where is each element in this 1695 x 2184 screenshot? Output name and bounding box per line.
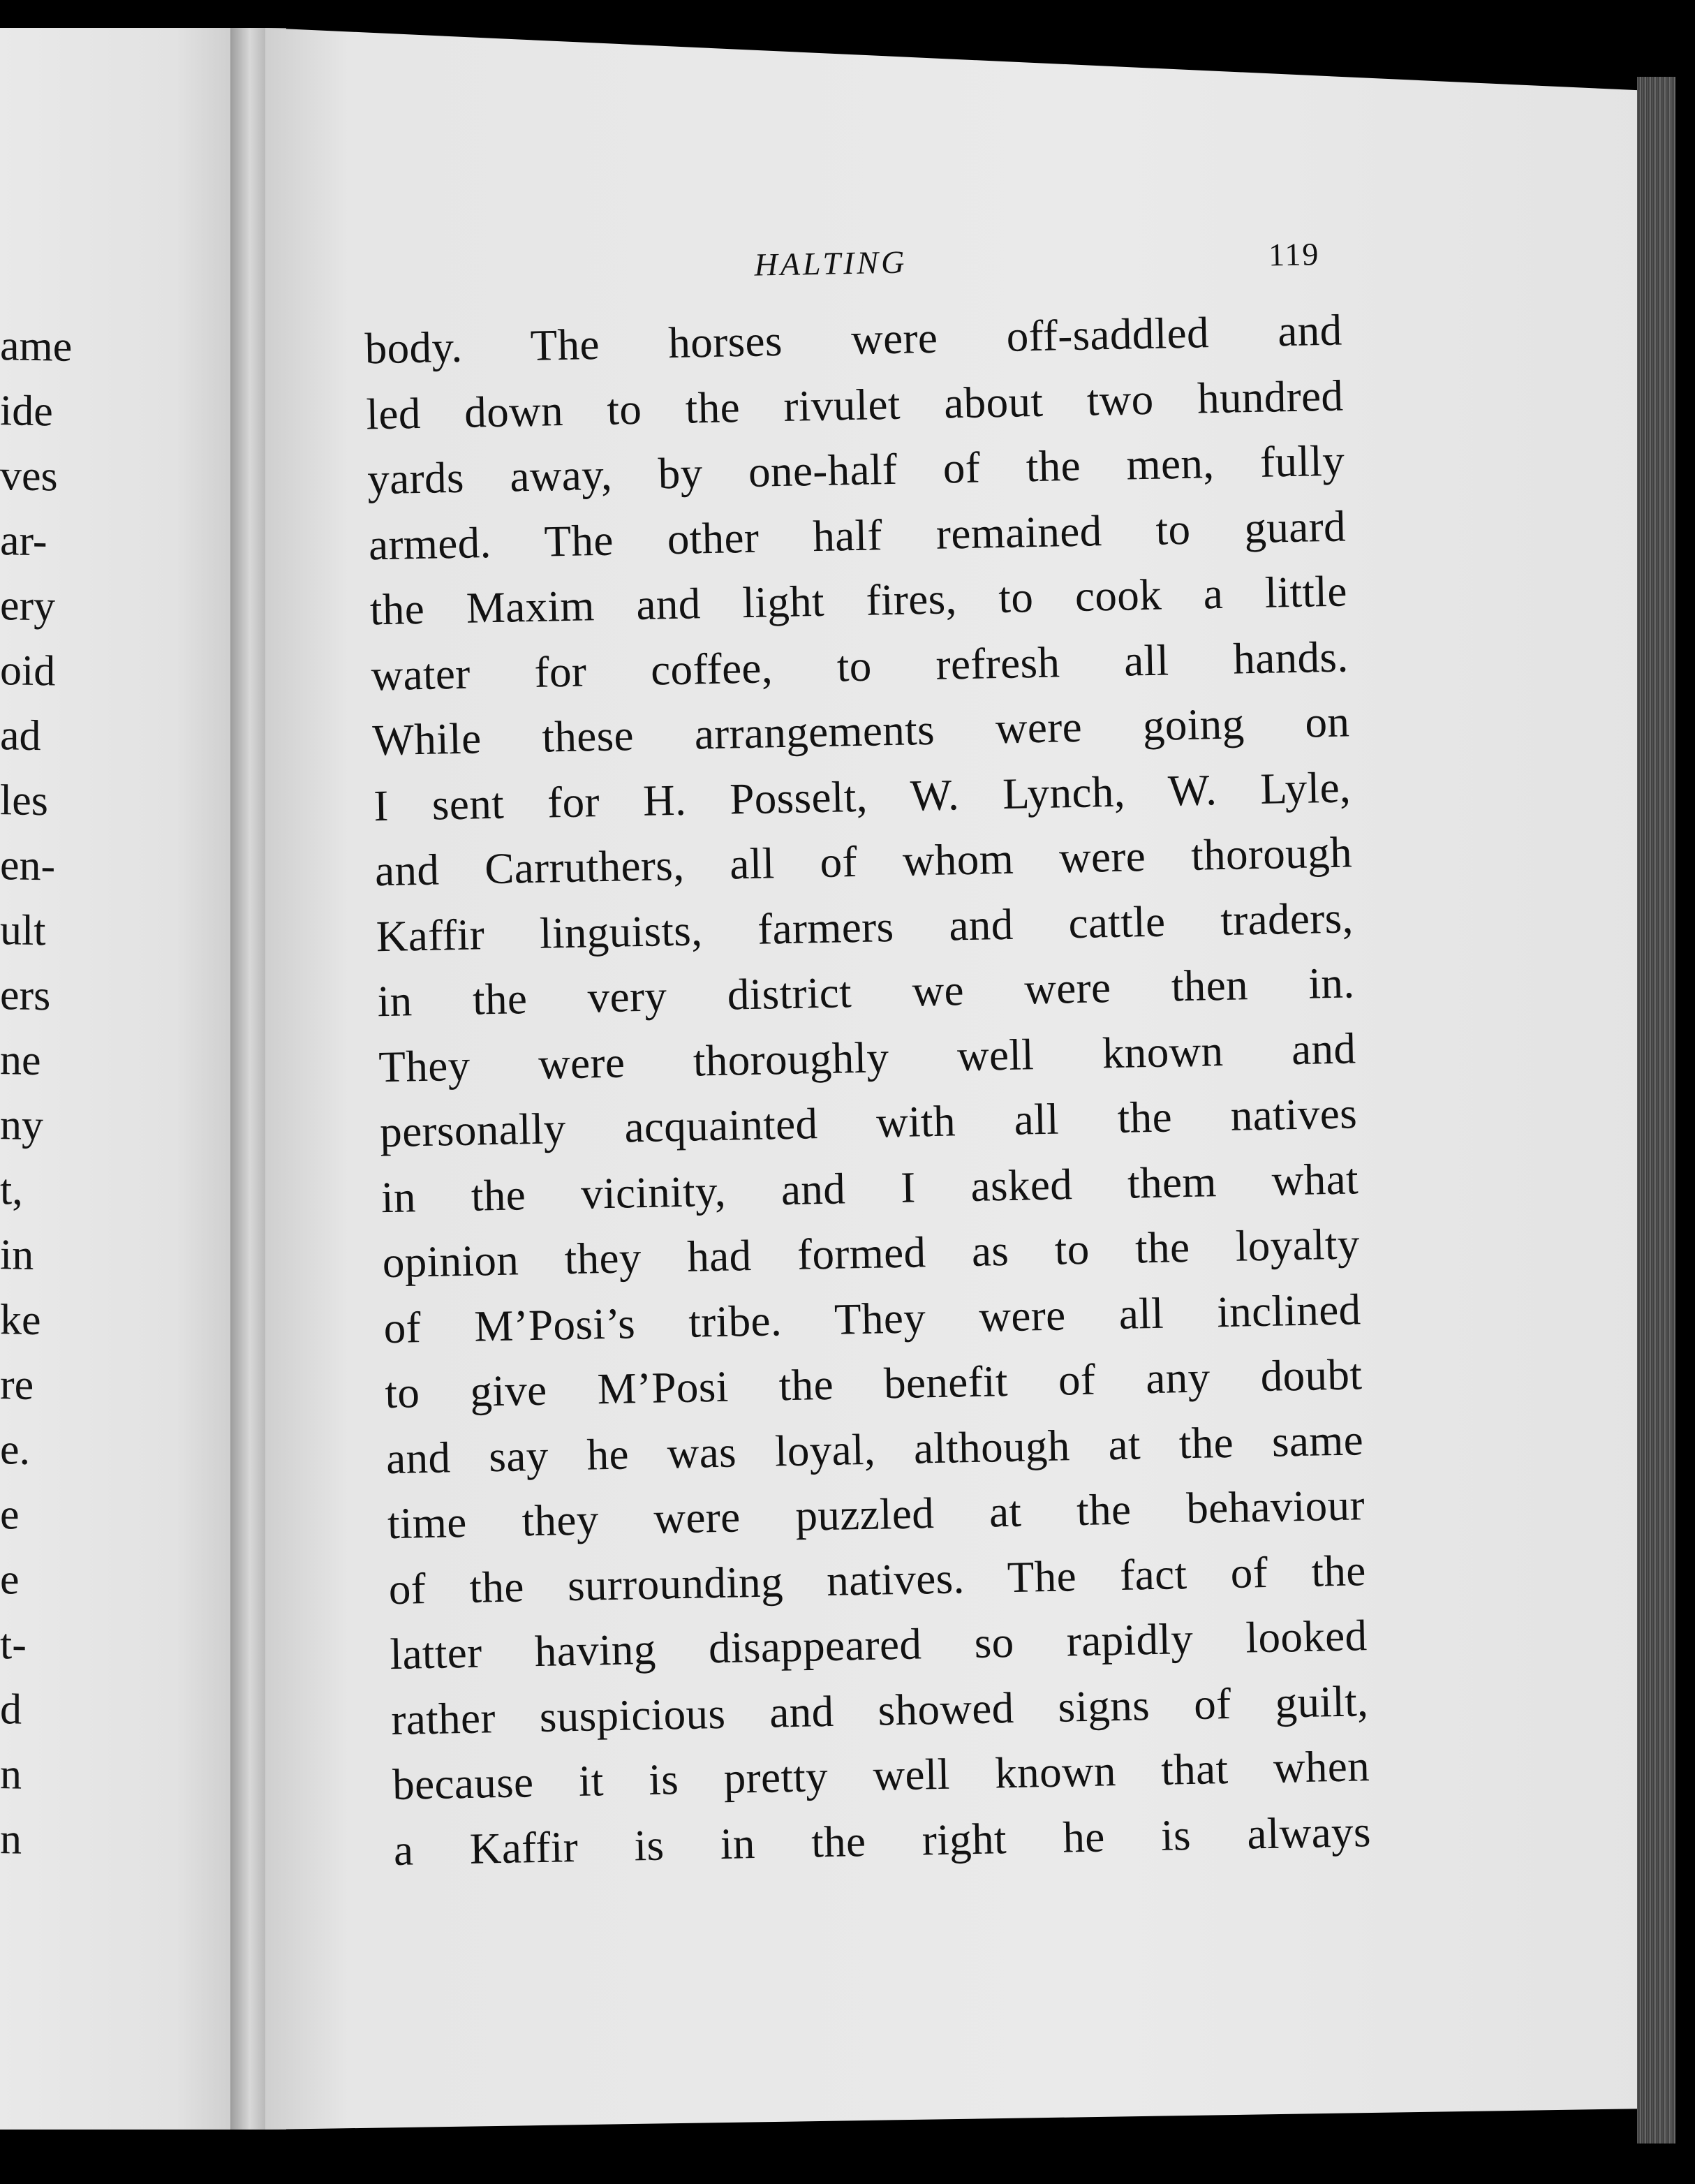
text-line: Kaffir linguists, farmers and cattle traders, bbox=[376, 892, 1354, 961]
text-line: latter having disappeared so rapidly looked bbox=[389, 1611, 1368, 1679]
text-line: armed. The other half remained to guard bbox=[368, 501, 1347, 569]
text-line: a Kaffir is in the right he is always bbox=[393, 1806, 1372, 1875]
text-line: of the surrounding natives. The fact of the bbox=[388, 1545, 1367, 1614]
text-line: led down to the rivulet about two hundred bbox=[365, 371, 1344, 438]
text-line: oid bbox=[0, 647, 56, 695]
text-line: While these arrangements were going on bbox=[371, 697, 1350, 765]
text-line: e. bbox=[0, 1426, 31, 1474]
text-line: yards away, by one-half of the men, fully bbox=[367, 436, 1345, 504]
page-number: 119 bbox=[1268, 236, 1320, 273]
text-line: body. The horses were off-saddled and bbox=[364, 305, 1343, 374]
body-text bbox=[364, 298, 1372, 1883]
text-line: to give M’Posi the benefit of any doubt bbox=[384, 1350, 1363, 1418]
previous-page bbox=[0, 28, 251, 2130]
text-line: ide bbox=[0, 387, 53, 436]
text-line: in the very district we were then in. bbox=[377, 958, 1356, 1026]
text-line: ers bbox=[0, 971, 51, 1020]
text-line: I sent for H. Posselt, W. Lynch, W. Lyle, bbox=[373, 762, 1352, 830]
text-line: water for coffee, to refresh all hands. bbox=[371, 631, 1349, 700]
text-line: d bbox=[0, 1685, 22, 1734]
text-line: e bbox=[0, 1556, 20, 1604]
text-line: the Maxim and light fires, to cook a little bbox=[369, 566, 1348, 635]
running-title: HALTING bbox=[754, 244, 908, 283]
text-line: and say he was loyal, although at the same bbox=[385, 1415, 1364, 1483]
text-line: re bbox=[0, 1361, 34, 1409]
text-line: t, bbox=[0, 1166, 23, 1214]
text-line: ny bbox=[0, 1101, 43, 1150]
text-line: en- bbox=[0, 841, 56, 890]
previous-page-line-fragments bbox=[0, 313, 72, 1873]
text-line: of M’Posi’s tribe. They were all inclined bbox=[383, 1284, 1362, 1352]
text-line: in the vicinity, and I asked them what bbox=[380, 1153, 1359, 1222]
text-line: time they were puzzled at the behaviour bbox=[387, 1480, 1365, 1549]
text-line: ves bbox=[0, 452, 58, 501]
text-line: t- bbox=[0, 1621, 27, 1669]
text-line: ame bbox=[0, 322, 73, 371]
text-line: ult bbox=[0, 906, 46, 955]
text-line: les bbox=[0, 776, 48, 825]
text-line: They were thoroughly well known and bbox=[378, 1023, 1356, 1091]
text-line: in bbox=[0, 1231, 34, 1279]
page-text-block bbox=[363, 235, 1372, 1883]
text-line: rather suspicious and showed signs of guilt, bbox=[390, 1676, 1369, 1744]
text-line: personally acquainted with all the natives bbox=[379, 1089, 1358, 1157]
text-line: ne bbox=[0, 1036, 41, 1085]
text-line: n bbox=[0, 1750, 22, 1799]
text-line: ar- bbox=[0, 517, 47, 566]
running-header bbox=[754, 235, 1341, 302]
text-line: ke bbox=[0, 1296, 41, 1345]
text-line: opinion they had formed as to the loyalty bbox=[382, 1219, 1361, 1287]
text-line: because it is pretty well known that when bbox=[392, 1741, 1370, 1810]
text-line: ery bbox=[0, 582, 56, 630]
text-line: ad bbox=[0, 711, 41, 760]
page-block-edge bbox=[1637, 77, 1675, 2144]
text-line: e bbox=[0, 1491, 20, 1539]
text-line: n bbox=[0, 1815, 22, 1864]
text-line: and Carruthers, all of whom were thorough bbox=[374, 827, 1353, 896]
